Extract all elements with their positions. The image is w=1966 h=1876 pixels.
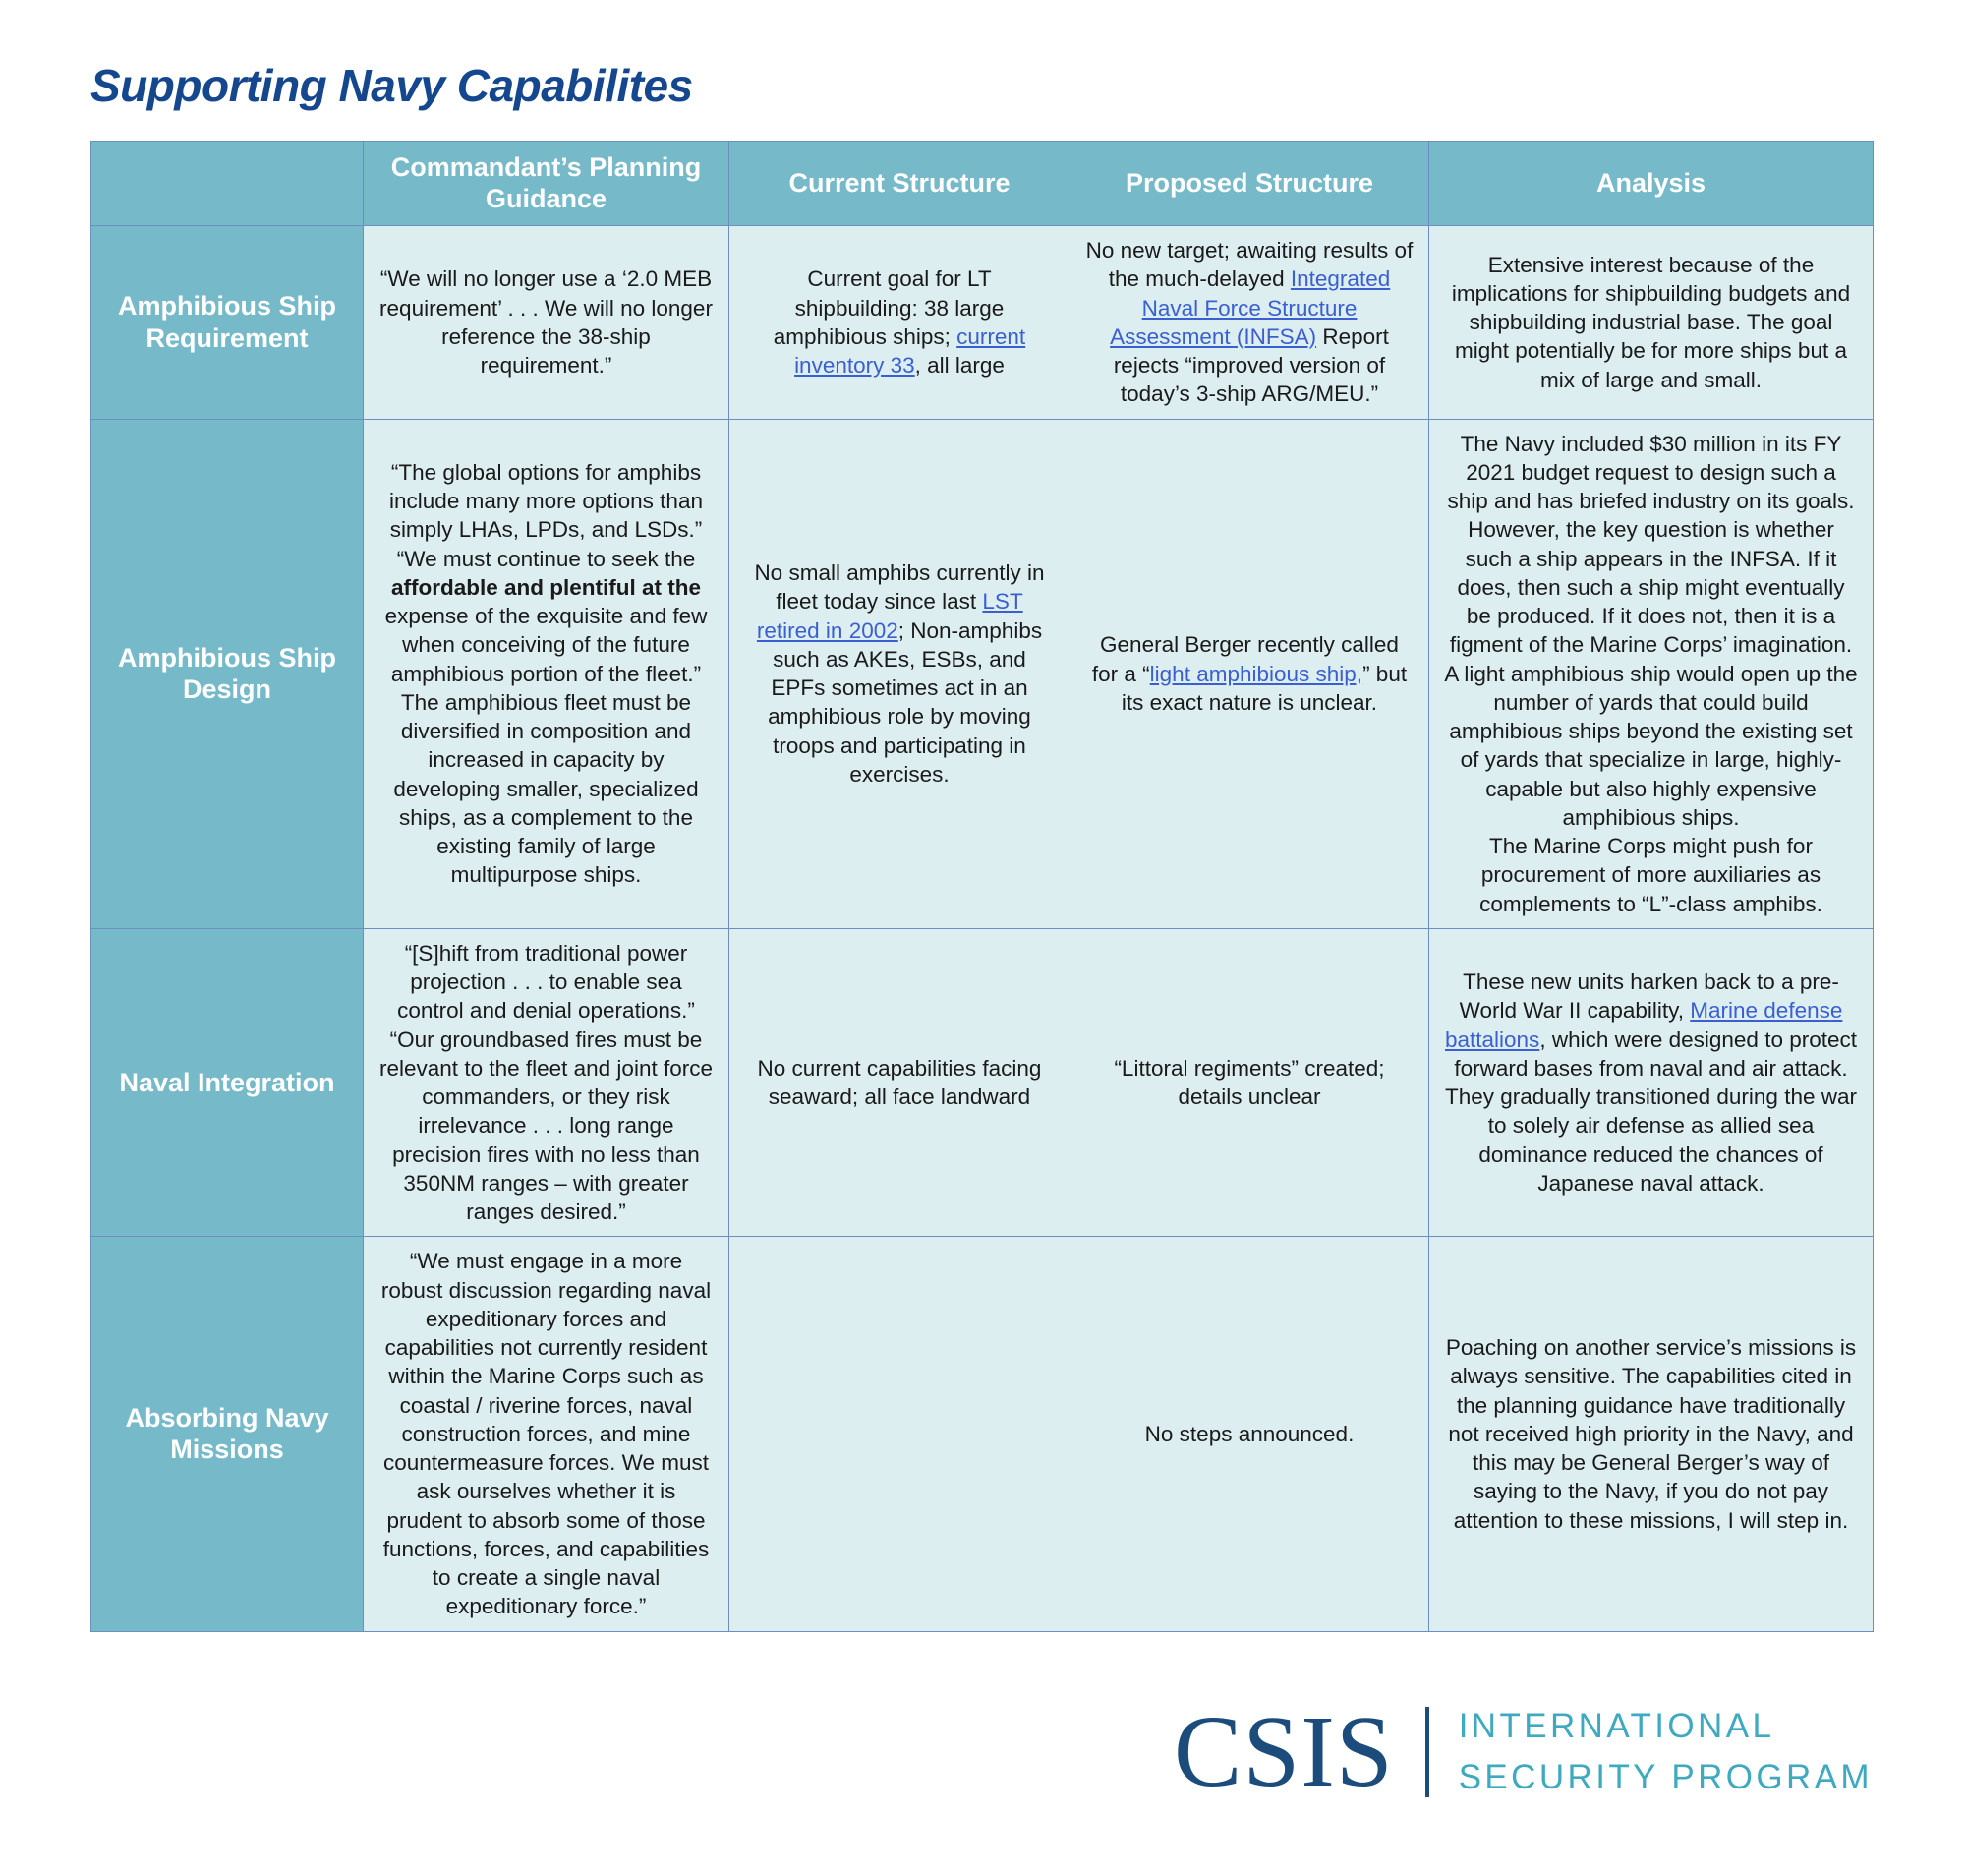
cell-proposed-row1 (1070, 226, 1429, 420)
cell-text: expense of the exquisite and few when conceiving of the future amphibious portion of the fleet.” The amphibious fleet must be diversified in composition and increased in capacity by developing smaller, specialized ships, as a complement to the existing family of large multipurpose ships. (384, 604, 708, 888)
logo-divider (1425, 1707, 1429, 1797)
emphasized-text: affordable and plentiful at the (390, 574, 701, 600)
csis-wordmark: CSIS (1174, 1695, 1394, 1808)
cell-text: “Our groundbased fires must be relevant to the fleet and joint force commanders, or they risk irrelevance . . . long range precision fires with no less than 350NM ranges – with greater ranges desired.” (379, 1026, 713, 1224)
cell-text: “We will no longer use a ‘2.0 MEB requirement’ . . . We will no longer reference the 38-ship requirement.” (379, 266, 713, 378)
column-header-analysis: Analysis (1429, 142, 1874, 226)
capabilities-table-wrapper (90, 141, 1873, 1632)
inline-link[interactable]: light amphibious ship, (1149, 661, 1363, 686)
cell-guidance-row2 (364, 419, 729, 928)
table-row (91, 226, 1874, 420)
capabilities-table (90, 141, 1874, 1632)
cell-text: “Littoral regiments” created; details unclear (1114, 1055, 1385, 1109)
cell-guidance-row3 (364, 928, 729, 1237)
cell-text: ” but its exact nature is unclear. (1121, 661, 1408, 715)
cell-proposed-row2 (1070, 419, 1429, 928)
cell-analysis-row1 (1429, 226, 1874, 420)
cell-text: Poaching on another service’s missions is always sensitive. The capabilities cited in the planning guidance have traditionally not received high priority in the Navy, and this may be General Berger’s way of saying to the Navy, if you do not pay attention to these missions, I will step in. (1445, 1335, 1857, 1533)
csis-logo (1174, 1695, 1873, 1808)
row-header-2: Amphibious Ship Design (91, 419, 364, 928)
cell-text: No current capabilities facing seaward; all face landward (757, 1055, 1042, 1109)
column-header-proposed-structure: Proposed Structure (1070, 142, 1429, 226)
table-corner-cell (91, 142, 364, 226)
table-row (91, 928, 1874, 1237)
cell-proposed-row3 (1070, 928, 1429, 1237)
inline-link[interactable]: Integrated Naval Force Structure Assessment (INFSA) (1110, 266, 1391, 349)
cell-text: “We must engage in a more robust discussion regarding naval expeditionary forces and capabilities not currently resident within the Marine Corps such as coastal / riverine forces, naval construction forces, and mine countermeasure forces. We must ask ourselves whether it is prudent to absorb some of those functions, forces, and capabilities to create a single naval expeditionary force.” (380, 1249, 712, 1619)
cell-text: A light amphibious ship would open up the number of yards that could build amphibious ships beyond the existing set of yards that specialize in large, highly-capable but also highly expensive amphibious ships. (1444, 661, 1858, 830)
row-header-3: Naval Integration (91, 928, 364, 1237)
cell-current-row1 (729, 226, 1070, 420)
logo-program-line-1: INTERNATIONAL (1458, 1707, 1775, 1746)
cell-text: No new target; awaiting results of the much-delayed (1085, 238, 1414, 292)
cell-text: No steps announced. (1144, 1421, 1355, 1446)
cell-text: “The global options for amphibs include many more options than simply LHAs, LPDs, and LSDs.” “We must continue to seek the (389, 459, 703, 571)
inline-link[interactable]: LST retired in 2002 (756, 589, 1023, 643)
column-header-current-structure: Current Structure (729, 142, 1070, 226)
logo-program-line-2: SECURITY PROGRAM (1458, 1758, 1873, 1796)
cell-analysis-row2 (1429, 419, 1874, 928)
cell-current-row4 (729, 1237, 1070, 1631)
cell-current-row3 (729, 928, 1070, 1237)
cell-text: General Berger recently called for a “ (1091, 632, 1399, 686)
cell-analysis-row3 (1429, 928, 1874, 1237)
cell-proposed-row4 (1070, 1237, 1429, 1631)
column-header-guidance: Commandant’s Planning Guidance (364, 142, 729, 226)
inline-link[interactable]: Marine defense battalions (1444, 998, 1843, 1052)
header-row (91, 142, 1874, 226)
table-row (91, 1237, 1874, 1631)
row-header-4: Absorbing Navy Missions (91, 1237, 364, 1631)
logo-program-name (1459, 1701, 1873, 1803)
cell-text: ; Non-amphibs such as AKEs, ESBs, and EPFs sometimes act in an amphibious role by moving troops and participating in exercises. (768, 617, 1043, 787)
cell-guidance-row4 (364, 1237, 729, 1631)
cell-analysis-row4 (1429, 1237, 1874, 1631)
cell-guidance-row1 (364, 226, 729, 420)
cell-text: The Marine Corps might push for procurement of more auxiliaries as complements to “L”-class amphibs. (1479, 834, 1822, 916)
cell-text: No small amphibs currently in fleet today since last (754, 560, 1045, 615)
cell-text: The Navy included $30 million in its FY 2021 budget request to design such a ship and has briefed industry on its goals. However, the key question is whether such a ship appears in the INFSA. If it does, then such a ship might eventually be produced. If it does not, then it is a figment of the Marine Corps’ imagination. (1447, 431, 1855, 658)
table-body (91, 226, 1874, 1632)
page-title: Supporting Navy Capabilites (90, 60, 693, 111)
table-row (91, 419, 1874, 928)
row-header-1: Amphibious Ship Requirement (91, 226, 364, 420)
table-header (91, 142, 1874, 226)
cell-text: Current goal for LT shipbuilding: 38 large amphibious ships; (773, 266, 1005, 349)
cell-text: Extensive interest because of the implications for shipbuilding budgets and shipbuilding industrial base. The goal might potentially be for more ships but a mix of large and small. (1451, 252, 1851, 392)
cell-text: , all large (914, 353, 1005, 378)
cell-text: , which were designed to protect forward bases from naval and air attack. They gradually transitioned during the war to solely air defense as allied sea dominance reduced the chances of Japanese naval attack. (1445, 1026, 1857, 1196)
cell-text: “[S]hift from traditional power projection . . . to enable sea control and denial operations.” (397, 940, 695, 1024)
cell-text: These new units harken back to a pre-World War II capability, (1459, 969, 1839, 1024)
inline-link[interactable]: current inventory 33 (794, 323, 1026, 378)
cell-text: Report rejects “improved version of today’s 3-ship ARG/MEU.” (1113, 323, 1389, 407)
cell-current-row2 (729, 419, 1070, 928)
